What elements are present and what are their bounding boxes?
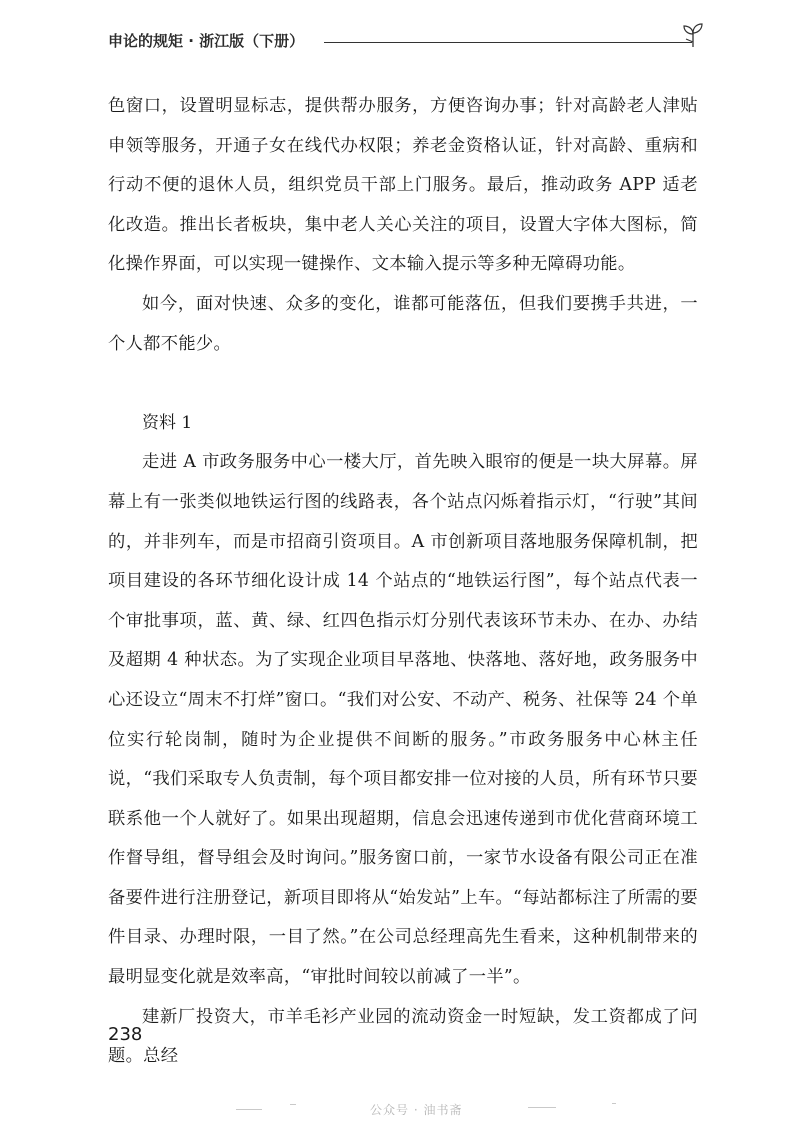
sprout-leaf-icon xyxy=(682,22,704,48)
section-heading: 资料 1 xyxy=(142,412,193,433)
blank-line xyxy=(108,364,698,404)
material-paragraph-1: 走进 A 市政务服务中心一楼大厅，首先映入眼帘的便是一块大屏幕。屏幕上有一张类似地铁运行图的线路表，各个站点闪烁着指示灯，“行驶”其间的，并非列车，而是市招商引资项目。A 市创新项目落地服务保障机制，把项目建设的各环节细化设计成 14 个站点的“地铁运行图”，每个站点代表一个审批事项，蓝、黄、绿、红四色指示灯分别代表该环节未办、在办、办结及超期 4 种状态。为了实现企业项目早落地、快落地、落好地，政务服务中心还设立“周末不打烊”窗口。“我们对公安、不动产、税务、社保等 24 个单位实行轮岗制，随时为企业提供不间断的服务。”市政务服务中心林主任说，“我们采取专人负责制，每个项目都安排一位对接的人员，所有环节只要联系他一个人就好了。如果出现超期，信息会迅速传递到市优化营商环境工作督导组，督导组会及时询问。”服务窗口前，一家节水设备有限公司正在准备要件进行注册登记，新项目即将从“始发站”上车。“每站都标注了所需的要件目录、办理时限，一目了然。”在公司总经理高先生看来，这种机制带来的最明显变化就是效率高，“审批时间较以前减了一半”。 xyxy=(108,452,699,988)
body-paragraph-2: 如今，面对快速、众多的变化，谁都可能落伍，但我们要携手共进，一个人都不能少。 xyxy=(108,293,698,354)
scan-speck xyxy=(528,1107,556,1108)
page-body xyxy=(108,87,698,1077)
scan-speck xyxy=(236,1109,262,1110)
page-number: 238 xyxy=(108,1024,143,1045)
scan-speck xyxy=(612,1103,616,1104)
scan-watermark: 公众号 · 油书斋 xyxy=(370,1103,463,1117)
scan-speck xyxy=(290,1104,296,1105)
material-paragraph-2: 建新厂投资大，市羊毛衫产业园的流动资金一时短缺，发工资都成了问题。总经 xyxy=(108,1006,698,1067)
header-rule xyxy=(324,42,692,43)
body-paragraph-1: 色窗口，设置明显标志，提供帮办服务，方便咨询办事；针对高龄老人津贴申领等服务，开通子女在线代办权限；养老金资格认证，针对高龄、重病和行动不便的退休人员，组织党员干部上门服务。最后，推动政务 APP 适老化改造。推出长者板块，集中老人关心关注的项目，设置大字体大图标，简化操作界面，可以实现一键操作、文本输入提示等多种无障碍功能。 xyxy=(108,96,698,275)
book-title: 申论的规矩 · 浙江版（下册） xyxy=(108,32,305,50)
running-header xyxy=(108,24,708,54)
